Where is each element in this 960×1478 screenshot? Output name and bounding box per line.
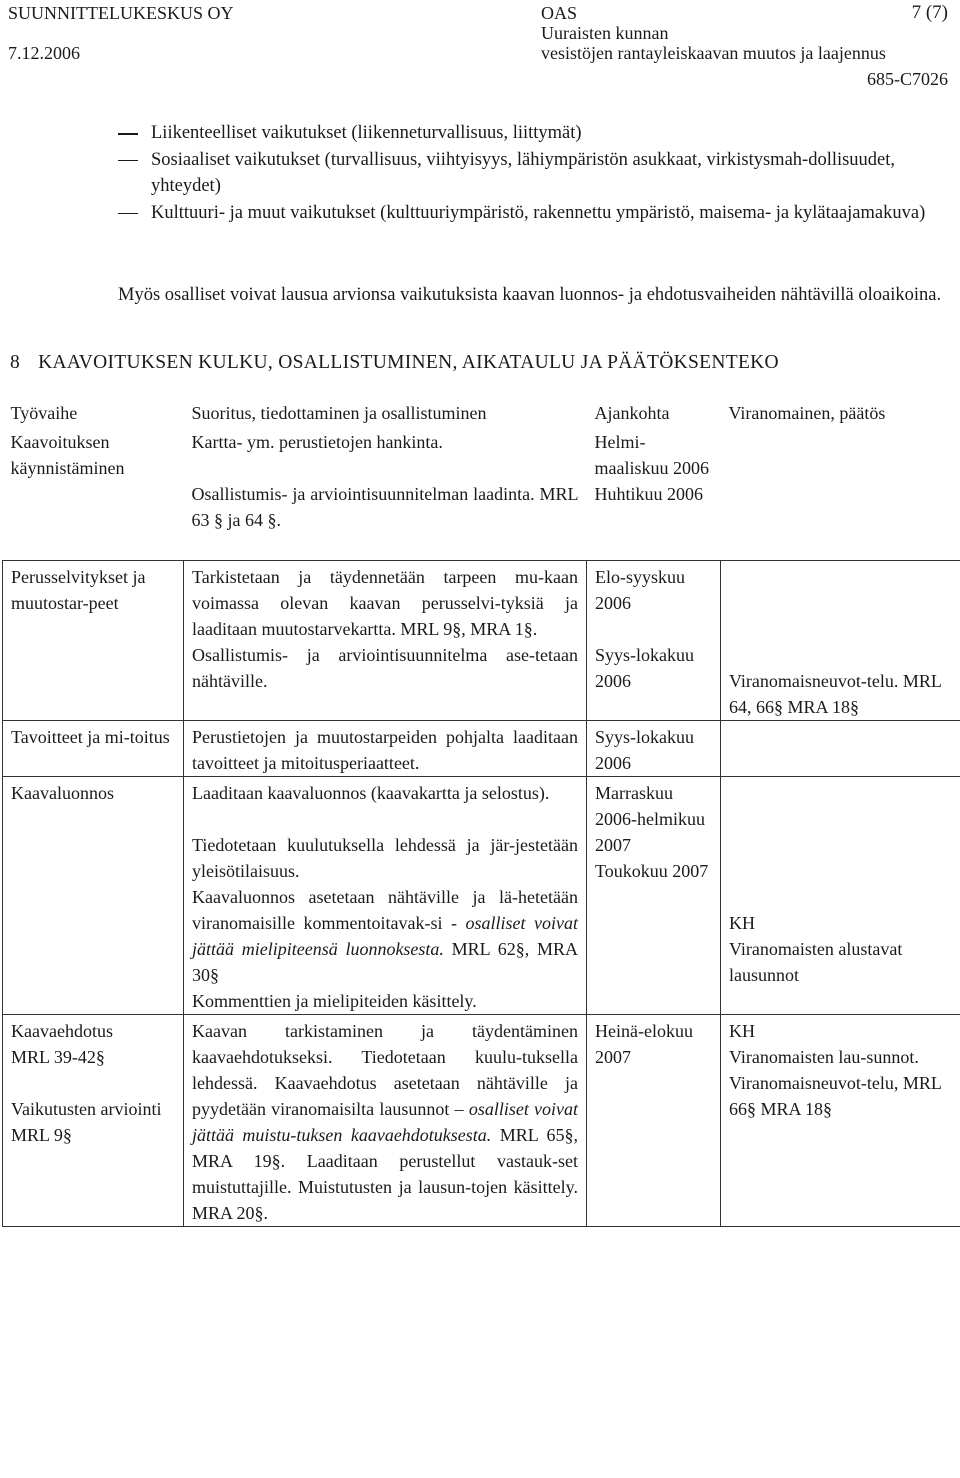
- phase-cell: Perusselvitykset ja muutostar-peet: [3, 561, 184, 721]
- section-title: KAAVOITUKSEN KULKU, OSALLISTUMINEN, AIKATAULU JA PÄÄTÖKSENTEKO: [38, 352, 779, 373]
- action-cell: [184, 426, 587, 533]
- time-text: Marraskuu 2006-helmikuu 2007: [595, 783, 705, 855]
- phase-text: MRL 39-42§: [11, 1047, 105, 1067]
- phase-text: Kaavaehdotus: [11, 1021, 113, 1041]
- authority-text: Viranomaisneuvot-telu, MRL 66§ MRA 18§: [729, 1073, 942, 1119]
- process-table: [2, 396, 960, 1227]
- italic-note: osalliset voivat jättää mielipiteensä luonnoksesta.: [192, 913, 578, 959]
- table-row: [3, 426, 960, 533]
- action-cell: [184, 561, 587, 721]
- italic-note: osalliset voivat jättää muistu-tuksen kaavaehdotuksesta.: [192, 1099, 579, 1145]
- project-number: 685-C7026: [867, 69, 948, 89]
- project-title-line2: vesistöjen rantayleiskaavan muutos ja laajennus: [541, 43, 886, 63]
- time-cell: Syys-lokakuu 2006: [587, 721, 721, 777]
- time-cell: [587, 426, 721, 533]
- authority-cell: [721, 561, 960, 721]
- section-heading: [10, 352, 779, 374]
- action-text: Osallistumis- ja arviointisuunnitelma ase-tetaan nähtäville.: [192, 645, 578, 691]
- action-text: Laaditaan kaavaluonnos (kaavakartta ja selostus).: [192, 783, 550, 803]
- action-text: Tiedotetaan kuulutuksella lehdessä ja jär-jestetään yleisötilaisuus.: [192, 835, 578, 881]
- action-text: Kommenttien ja mielipiteiden käsittely.: [192, 991, 477, 1011]
- time-text: Huhtikuu 2006: [594, 484, 704, 504]
- action-cell: [184, 777, 587, 1015]
- column-header-phase: Työvaihe: [10, 403, 78, 423]
- bullet-item: Kulttuuri- ja muut vaikutukset (kulttuuriympäristö, rakennettu ympäristö, maisema- ja kylätaajamakuva): [118, 200, 958, 227]
- body-paragraph: Myös osalliset voivat lausua arvionsa vaikutuksista kaavan luonnos- ja ehdotusvaiheiden nähtävillä oloaikoina.: [118, 285, 942, 305]
- table-row: [3, 721, 960, 777]
- action-text: Kaavaluonnos asetetaan nähtäville ja lä-hetetään viranomaisille kommentoitavak-si - osalliset voivat jättää mielipiteensä luonnoksesta. MRL 62§, MRA 30§: [192, 887, 578, 985]
- action-cell: Kaavan tarkistaminen ja täydentäminen kaavaehdotukseksi. Tiedotetaan kuulu-tuksella lehdessä. Kaavaehdotus asetetaan nähtäville ja pyydetään viranomaisilta lausunnot – osalliset voivat jättää muistu-tuksen kaavaehdotuksesta. MRL 65§, MRA 19§. Laaditaan perustellut vastauk-set muistuttajille. Muistutusten ja lausun-tojen käsittely. MRA 20§.: [184, 1015, 587, 1227]
- authority-cell: [721, 777, 960, 1015]
- time-text: Syys-lokakuu 2006: [595, 645, 694, 691]
- section-number: 8: [10, 352, 21, 373]
- table-row: [3, 1015, 960, 1227]
- bullet-item: Liikenteelliset vaikutukset (liikenneturvallisuus, liittymät): [118, 120, 958, 147]
- table-header-row: [3, 396, 960, 426]
- action-cell: Perustietojen ja muutostarpeiden pohjalta laaditaan tavoitteet ja mitoitusperiaatteet.: [184, 721, 587, 777]
- time-cell: [587, 561, 721, 721]
- column-header-authority: Viranomainen, päätös: [728, 403, 886, 423]
- time-text: Helmi-maaliskuu 2006: [594, 432, 709, 478]
- column-header-time: Ajankohta: [594, 403, 670, 423]
- table-row: [3, 777, 960, 1015]
- bullet-item: Sosiaaliset vaikutukset (turvallisuus, viihtyisyys, lähiympäristön asukkaat, virkistysmah-dollisuudet, yhteydet): [118, 147, 958, 200]
- phase-cell: Tavoitteet ja mi-toitus: [3, 721, 184, 777]
- phase-cell: Kaavaluonnos: [3, 777, 184, 1015]
- authority-text: Viranomaisneuvot-telu. MRL 64, 66§ MRA 18§: [729, 671, 942, 717]
- company-name: SUUNNITTELUKESKUS OY: [8, 3, 234, 23]
- authority-cell: [721, 426, 960, 533]
- document-date: 7.12.2006: [8, 43, 80, 63]
- time-cell: [587, 777, 721, 1015]
- action-text: Osallistumis- ja arviointisuunnitelman laadinta. MRL 63 § ja 64 §.: [191, 484, 579, 530]
- time-cell: Heinä-elokuu 2007: [587, 1015, 721, 1227]
- action-text: Kartta- ym. perustietojen hankinta.: [191, 432, 443, 452]
- page-header: [0, 0, 960, 95]
- column-header-action: Suoritus, tiedottaminen ja osallistuminen: [191, 403, 487, 423]
- phase-cell: [3, 1015, 184, 1227]
- table-row: [3, 561, 960, 721]
- time-text: Toukokuu 2007: [595, 861, 709, 881]
- phase-cell: Kaavoituksen käynnistäminen: [10, 432, 125, 478]
- authority-cell: [721, 1015, 960, 1227]
- time-text: Elo-syyskuu 2006: [595, 567, 685, 613]
- authority-text: KH: [729, 1021, 755, 1041]
- authority-text: Viranomaisten alustavat lausunnot: [729, 939, 903, 985]
- impact-bullet-list: [118, 120, 958, 226]
- authority-text: Viranomaisten lau-sunnot.: [729, 1047, 919, 1067]
- authority-cell: [721, 721, 960, 777]
- project-title-line1: Uuraisten kunnan: [541, 23, 669, 43]
- authority-text: KH: [729, 913, 755, 933]
- document-type: OAS: [541, 3, 578, 23]
- action-text: Tarkistetaan ja täydennetään tarpeen mu-kaan voimassa olevan kaavan perusselvi-tyksiä ja laaditaan muutostarvekartta. MRL 9§, MRA 1§.: [192, 567, 578, 639]
- page-number: 7 (7): [911, 2, 948, 23]
- phase-text: Vaikutusten arviointi MRL 9§: [11, 1099, 162, 1145]
